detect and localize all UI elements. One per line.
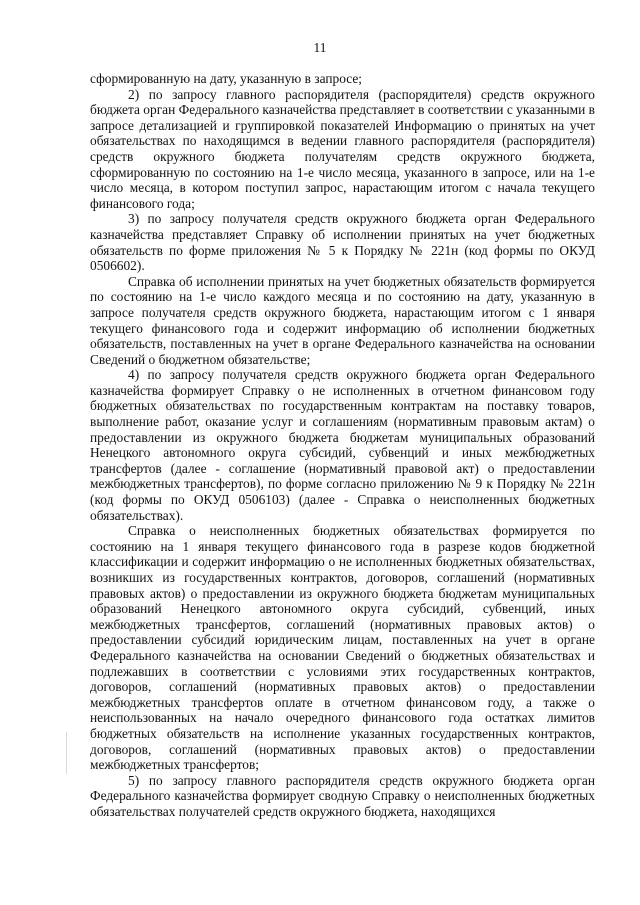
paragraph-report-unfulfilled: Справка о неисполненных бюджетных обязательствах формируется по состоянию на 1 января текущего финансового года в разрезе кодов бюджетной классификации и содержит информацию о не исполненных бюджетных обязательствах, возникших из государственных контрактов, договоров, соглашений (нормативных правовых актов) о предоставлении из окружного бюджета бюджетам муниципальных образований Ненецкого автономного округа субсидий, субвенций, иных межбюджетных трансфертов, соглашений (нормативных правовых актов) о предоставлении субсидий юридическим лицам, поставленных на учет в органе Федерального казначейства на основании Сведений о бюджетных обязательствах и подлежавших в соответствии с условиями этих государственных контрактов, договоров, соглашений (нормативных правовых актов) о предоставлении межбюджетных трансфертов оплате в отчетном финансовом году, а также о неиспользованных на начало очередного финансового года остатках лимитов бюджетных обязательств на исполнение указанных государственных контрактов, договоров, соглашений (нормативных правовых актов) о предоставлении межбюджетных трансфертов; (90, 523, 595, 773)
paragraph-item-5: 5) по запросу главного распорядителя средств окружного бюджета орган Федерального казначейства формирует сводную Справку о неисполненных бюджетных обязательствах получателей средств окружного бюджета, находящихся (90, 772, 595, 819)
paragraph-item-3: 3) по запросу получателя средств окружного бюджета орган Федерального казначейства представляет Справку об исполнении принятых на учет бюджетных обязательств по форме приложения № 5 к Порядку № 221н (код формы по ОКУД 0506602). (90, 211, 595, 274)
page-number: 11 (313, 40, 327, 55)
paragraph-item-4: 4) по запросу получателя средств окружного бюджета орган Федерального казначейства формирует Справку о не исполненных в отчетном финансовом году бюджетных обязательствах по государственным контрактам на поставку товаров, выполнение работ, оказание услуг и соглашениям (нормативным правовым актам) о предоставлении из окружного бюджета бюджетам муниципальных образований Ненецкого автономного округа субсидий, субвенций и иных межбюджетных трансфертов (далее - соглашение (нормативный правовой акт) о предоставлении межбюджетных трансфертов), по форме согласно приложению № 9 к Порядку № 221н (код формы по ОКУД 0506103) (далее - Справка о неисполненных бюджетных обязательствах). (90, 367, 595, 523)
paragraph-continuation: сформированную на дату, указанную в запросе; (90, 71, 363, 86)
paragraph-report-execution: Справка об исполнении принятых на учет бюджетных обязательств формируется по состоянию на 1-е число каждого месяца и по состоянию на дату, указанную в запросе получателя средств окружного бюджета, нарастающим итогом с 1 января текущего финансового года и содержит информацию об исполнении бюджетных обязательств, поставленных на учет в органе Федерального казначейства на основании Сведений о бюджетном обязательстве; (90, 273, 595, 367)
margin-mark (66, 732, 67, 774)
document-body (90, 71, 595, 820)
paragraph-item-2: 2) по запросу главного распорядителя (распорядителя) средств окружного бюджета орган Федерального казначейства представляет в соответствии с указанными в запросе детализацией и группировкой показателей Информацию о принятых на учет обязательствах по находящимся в ведении главного распорядителя (распорядителя) средств окружного бюджета получателям средств окружного бюджета, сформированную по состоянию на 1-е число месяца, указанного в запросе, или на 1-е число месяца, в котором поступил запрос, нарастающим итогом с начала текущего финансового года; (90, 86, 595, 211)
